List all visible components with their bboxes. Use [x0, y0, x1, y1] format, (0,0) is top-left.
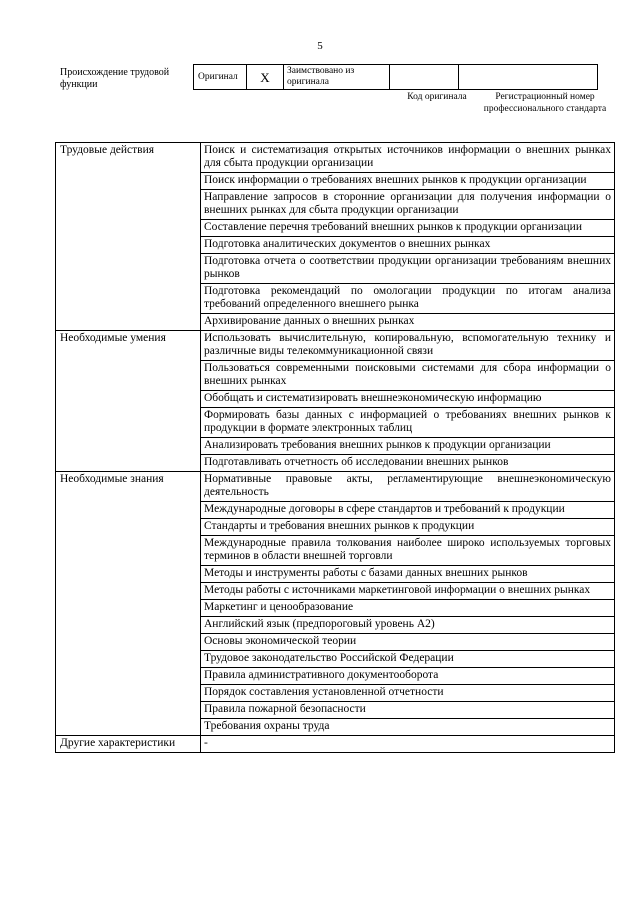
table-row — [56, 472, 615, 502]
section-item: Подготовка аналитических документов о внешних рынках — [201, 237, 615, 254]
table-row — [56, 736, 615, 753]
section-item: Обобщать и систематизировать внешнеэкономическую информацию — [201, 391, 615, 408]
origin-original-cell: Оригинал — [194, 65, 247, 90]
section-item: Основы экономической теории — [201, 634, 615, 651]
code-caption: Код оригинала — [407, 92, 467, 102]
origin-mark-cell: X — [247, 65, 284, 90]
reg-number-caption: Регистрационный номер профессионального стандарта — [483, 92, 607, 114]
section-item: Методы работы с источниками маркетинговой информации о внешних рынках — [201, 583, 615, 600]
section-item: Английский язык (предпороговый уровень А2) — [201, 617, 615, 634]
section-item: Составление перечня требований внешних рынков к продукции организации — [201, 220, 615, 237]
section-item: Методы и инструменты работы с базами данных внешних рынков — [201, 566, 615, 583]
section-item: Международные договоры в сфере стандартов и требований к продукции — [201, 502, 615, 519]
section-item: Анализировать требования внешних рынков к продукции организации — [201, 438, 615, 455]
section-item: Международные правила толкования наиболее широко используемых торговых терминов в области внешней торговли — [201, 536, 615, 566]
section-item: Использовать вычислительную, копировальную, вспомогательную технику и различные виды телекоммуникационной связи — [201, 331, 615, 361]
section-item: Маркетинг и ценообразование — [201, 600, 615, 617]
section-label: Необходимые умения — [56, 331, 201, 472]
origin-table — [193, 64, 598, 90]
section-item: Трудовое законодательство Российской Федерации — [201, 651, 615, 668]
section-item: Нормативные правовые акты, регламентирующие внешнеэкономическую деятельность — [201, 472, 615, 502]
section-label: Трудовые действия — [56, 143, 201, 331]
section-item: Стандарты и требования внешних рынков к продукции — [201, 519, 615, 536]
section-item: Подготавливать отчетность об исследовании внешних рынков — [201, 455, 615, 472]
labor-function-table — [55, 142, 615, 753]
section-item: Подготовка отчета о соответствии продукции организации требованиям внешних рынков — [201, 254, 615, 284]
section-item: Архивирование данных о внешних рынках — [201, 314, 615, 331]
section-item: Порядок составления установленной отчетности — [201, 685, 615, 702]
table-row — [56, 331, 615, 361]
table-row — [56, 143, 615, 173]
labor-function-table-body — [56, 143, 615, 753]
section-item: Формировать базы данных с информацией о требованиях внешних рынков к продукции в формате электронных таблиц — [201, 408, 615, 438]
section-item: - — [201, 736, 615, 753]
section-item: Направление запросов в сторонние организации для получения информации о внешних рынках для сбыта продукции организации — [201, 190, 615, 220]
section-label: Необходимые знания — [56, 472, 201, 736]
section-item: Правила административного документооборота — [201, 668, 615, 685]
section-item: Поиск информации о требованиях внешних рынков к продукции организации — [201, 173, 615, 190]
section-item: Подготовка рекомендаций по омологации продукции по итогам анализа требований определенного внешнего рынка — [201, 284, 615, 314]
section-label: Другие характеристики — [56, 736, 201, 753]
section-item: Пользоваться современными поисковыми системами для сбора информации о внешних рынках — [201, 361, 615, 391]
origin-code-cell — [390, 65, 459, 90]
origin-borrowed-cell: Заимствовано из оригинала — [284, 65, 390, 90]
origin-reg-number-cell — [459, 65, 598, 90]
origin-label: Происхождение трудовой функции — [60, 67, 170, 90]
page-number: 5 — [317, 40, 323, 52]
section-item: Поиск и систематизация открытых источников информации о внешних рынках для сбыта продукции организации — [201, 143, 615, 173]
section-item: Требования охраны труда — [201, 719, 615, 736]
section-item: Правила пожарной безопасности — [201, 702, 615, 719]
